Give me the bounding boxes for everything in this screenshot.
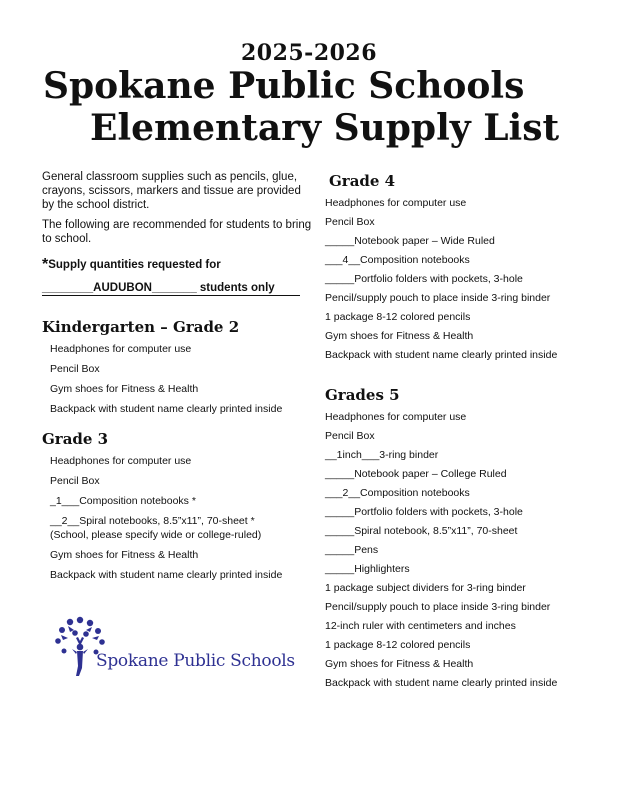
supply-item: 12-inch ruler with centimeters and inches <box>325 620 516 632</box>
supply-item: _____Highlighters <box>325 563 410 575</box>
section-heading: Grade 3 <box>42 430 109 448</box>
supply-item: Backpack with student name clearly printed inside <box>50 403 283 415</box>
supply-item: Backpack with student name clearly printed inside <box>50 569 283 581</box>
section-heading: Grades 5 <box>325 386 400 404</box>
supply-item: _____Portfolio folders with pockets, 3-hole <box>325 273 523 285</box>
supply-item: _____Notebook paper – College Ruled <box>325 468 507 480</box>
supply-item: _____Notebook paper – Wide Ruled <box>325 235 495 247</box>
section-grade-3 <box>42 430 312 582</box>
supply-item: ___4__Composition notebooks <box>325 254 470 266</box>
supply-item: Backpack with student name clearly printed inside <box>325 349 558 361</box>
supply-item: 1 package 8-12 colored pencils <box>325 639 471 651</box>
section-heading: Grade 4 <box>329 172 396 190</box>
page-title-line-1: Spokane Public Schools <box>43 65 525 107</box>
logo-text: Spokane Public Schools <box>96 651 295 671</box>
supply-item: _____Portfolio folders with pockets, 3-hole <box>325 506 523 518</box>
supply-item: _1___Composition notebooks * <box>50 495 196 507</box>
supply-item: Gym shoes for Fitness & Health <box>50 549 199 561</box>
section-heading: Kindergarten – Grade 2 <box>42 318 240 336</box>
supply-list <box>325 410 605 690</box>
supply-item: 1 package subject dividers for 3-ring binder <box>325 582 526 594</box>
supply-item: Pencil/supply pouch to place inside 3-ring binder <box>325 601 551 613</box>
supply-item: _____Pens <box>325 544 379 556</box>
supply-item: Gym shoes for Fitness & Health <box>50 383 199 395</box>
supply-list <box>325 196 605 362</box>
supply-item: ___2__Composition notebooks <box>325 487 470 499</box>
quantity-note <box>42 256 312 274</box>
section-grade-4 <box>325 172 605 362</box>
supply-item: Headphones for computer use <box>50 343 192 355</box>
supply-item: Pencil/supply pouch to place inside 3-ring binder <box>325 292 551 304</box>
right-column <box>325 170 605 695</box>
supply-item: __1inch___3-ring binder <box>325 449 439 461</box>
supply-item: Pencil Box <box>50 475 100 487</box>
supply-item: (School, please specify wide or college-ruled) <box>50 529 262 541</box>
supply-list <box>42 342 312 416</box>
page-title-line-2: Elementary Supply List <box>90 107 560 149</box>
supply-item: _____Spiral notebook, 8.5”x11”, 70-sheet <box>325 525 518 537</box>
supply-item: Backpack with student name clearly printed inside <box>325 677 558 689</box>
supply-item: __2__Spiral notebooks, 8.5”x11”, 70-sheet * <box>50 515 255 527</box>
intro-paragraph-recommended: The following are recommended for students to bring to school. <box>42 219 312 245</box>
asterisk-icon: * <box>42 256 49 273</box>
intro-paragraph-provided: General classroom supplies such as pencils, glue, crayons, scissors, markers and tissue are provided by the school district. <box>42 171 301 211</box>
supply-item: Pencil Box <box>325 216 375 228</box>
quantity-note-text: Supply quantities requested for <box>48 259 221 271</box>
section-kindergarten <box>42 318 312 416</box>
supply-item: Gym shoes for Fitness & Health <box>325 330 474 342</box>
school-year: 2025-2026 <box>240 40 378 66</box>
supply-item: Headphones for computer use <box>50 455 192 467</box>
school-name-line: ________AUDUBON_______ students only <box>42 282 300 296</box>
section-grade-5 <box>325 386 605 690</box>
supply-item: Gym shoes for Fitness & Health <box>325 658 474 670</box>
left-column <box>42 170 312 588</box>
supply-item: Headphones for computer use <box>325 411 467 423</box>
supply-item: Headphones for computer use <box>325 197 467 209</box>
supply-item: 1 package 8-12 colored pencils <box>325 311 471 323</box>
supply-list <box>42 454 312 582</box>
supply-item: Pencil Box <box>50 363 100 375</box>
supply-item: Pencil Box <box>325 430 375 442</box>
